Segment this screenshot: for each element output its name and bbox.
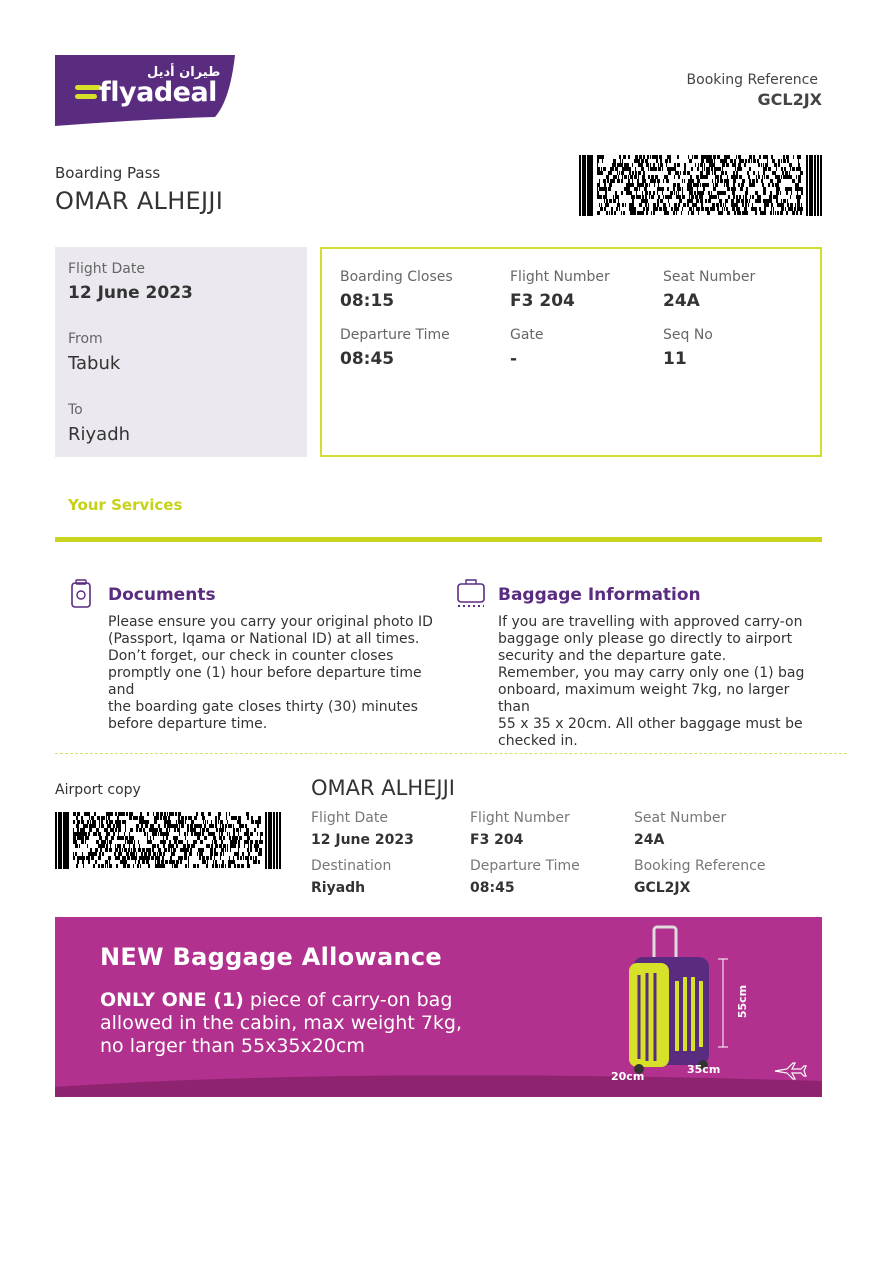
baggage-line: 55 x 35 x 20cm. All other baggage must be <box>498 716 803 732</box>
airport-copy-label: Airport copy <box>55 782 141 798</box>
passport-icon <box>70 579 92 609</box>
copy-flight-date-label: Flight Date <box>311 810 388 826</box>
copy-flight-number-value: F3 204 <box>470 832 524 848</box>
plane-icon <box>773 1061 809 1081</box>
services-heading: Your Services <box>68 496 183 514</box>
baggage-line: checked in. <box>498 733 578 749</box>
booking-reference-label: Booking Reference <box>686 72 818 88</box>
airport-copy-passenger: OMAR ALHEJJI <box>311 776 455 800</box>
flight-summary-panel <box>55 247 307 457</box>
documents-line: promptly one (1) hour before departure time and <box>108 665 422 698</box>
boarding-closes-label: Boarding Closes <box>340 269 453 285</box>
baggage-line: baggage only please go directly to airport <box>498 631 793 647</box>
logo-english: flyadeal <box>99 77 217 108</box>
documents-text <box>108 614 438 733</box>
baggage-allowance-banner <box>55 917 822 1097</box>
documents-line: (Passport, Iqama or National ID) at all times. <box>108 631 420 647</box>
services-divider <box>55 537 822 542</box>
copy-booking-reference-label: Booking Reference <box>634 858 766 874</box>
departure-time-label: Departure Time <box>340 327 450 343</box>
banner-line3: no larger than 55x35x20cm <box>100 1035 365 1057</box>
documents-line: Don’t forget, our check in counter closes <box>108 648 394 664</box>
baggage-line: onboard, maximum weight 7kg, no larger than <box>498 682 790 715</box>
flight-number-value: F3 204 <box>510 291 575 311</box>
passenger-name: OMAR ALHEJJI <box>55 187 224 215</box>
flight-details-panel <box>320 247 822 457</box>
barcode-airport-copy <box>55 812 281 869</box>
copy-seat-number-value: 24A <box>634 832 665 848</box>
logo-mark-icon <box>75 85 101 103</box>
to-value: Riyadh <box>68 424 131 445</box>
baggage-title: Baggage Information <box>498 585 701 605</box>
seat-number-value: 24A <box>663 291 700 311</box>
copy-departure-time-label: Departure Time <box>470 858 580 874</box>
banner-line1: piece of carry-on bag <box>243 989 453 1011</box>
copy-destination-label: Destination <box>311 858 392 874</box>
flight-number-label: Flight Number <box>510 269 610 285</box>
barcode-main <box>579 155 822 216</box>
seat-number-label: Seat Number <box>663 269 756 285</box>
dim-height: 55cm <box>736 984 750 1019</box>
baggage-line: Remember, you may carry only one (1) bag <box>498 665 805 681</box>
flight-date-label: Flight Date <box>68 261 145 277</box>
gate-value: - <box>510 349 518 369</box>
dim-depth: 20cm <box>611 1070 645 1083</box>
dim-width: 35cm <box>687 1063 721 1076</box>
suitcase-illustration-icon <box>615 923 735 1083</box>
copy-destination-value: Riyadh <box>311 880 366 896</box>
banner-bold: ONLY ONE (1) <box>100 989 244 1011</box>
flyadeal-logo <box>55 55 235 126</box>
boarding-closes-value: 08:15 <box>340 291 395 311</box>
documents-line: before departure time. <box>108 716 268 732</box>
copy-booking-reference-value: GCL2JX <box>634 880 691 896</box>
booking-reference-value: GCL2JX <box>757 90 822 109</box>
copy-seat-number-label: Seat Number <box>634 810 727 826</box>
banner-title: NEW Baggage Allowance <box>100 943 442 971</box>
baggage-line: If you are travelling with approved carry-on <box>498 614 803 630</box>
flight-date-value: 12 June 2023 <box>68 283 193 303</box>
boarding-pass-title: Boarding Pass <box>55 164 161 182</box>
copy-flight-date-value: 12 June 2023 <box>311 832 414 848</box>
from-value: Tabuk <box>68 353 121 374</box>
baggage-text <box>498 614 818 750</box>
seq-no-label: Seq No <box>663 327 713 343</box>
copy-flight-number-label: Flight Number <box>470 810 570 826</box>
from-label: From <box>68 331 103 347</box>
tear-line <box>55 753 847 754</box>
copy-departure-time-value: 08:45 <box>470 880 515 896</box>
logo-arabic: طيران أديل <box>147 65 221 80</box>
documents-line: Please ensure you carry your original photo ID <box>108 614 433 630</box>
gate-label: Gate <box>510 327 544 343</box>
documents-line: the boarding gate closes thirty (30) minutes <box>108 699 418 715</box>
seq-no-value: 11 <box>663 349 687 369</box>
suitcase-icon <box>456 578 486 610</box>
baggage-line: security and the departure gate. <box>498 648 727 664</box>
departure-time-value: 08:45 <box>340 349 395 369</box>
to-label: To <box>68 402 83 418</box>
banner-text <box>100 989 520 1058</box>
documents-title: Documents <box>108 585 216 605</box>
banner-line2: allowed in the cabin, max weight 7kg, <box>100 1012 463 1034</box>
